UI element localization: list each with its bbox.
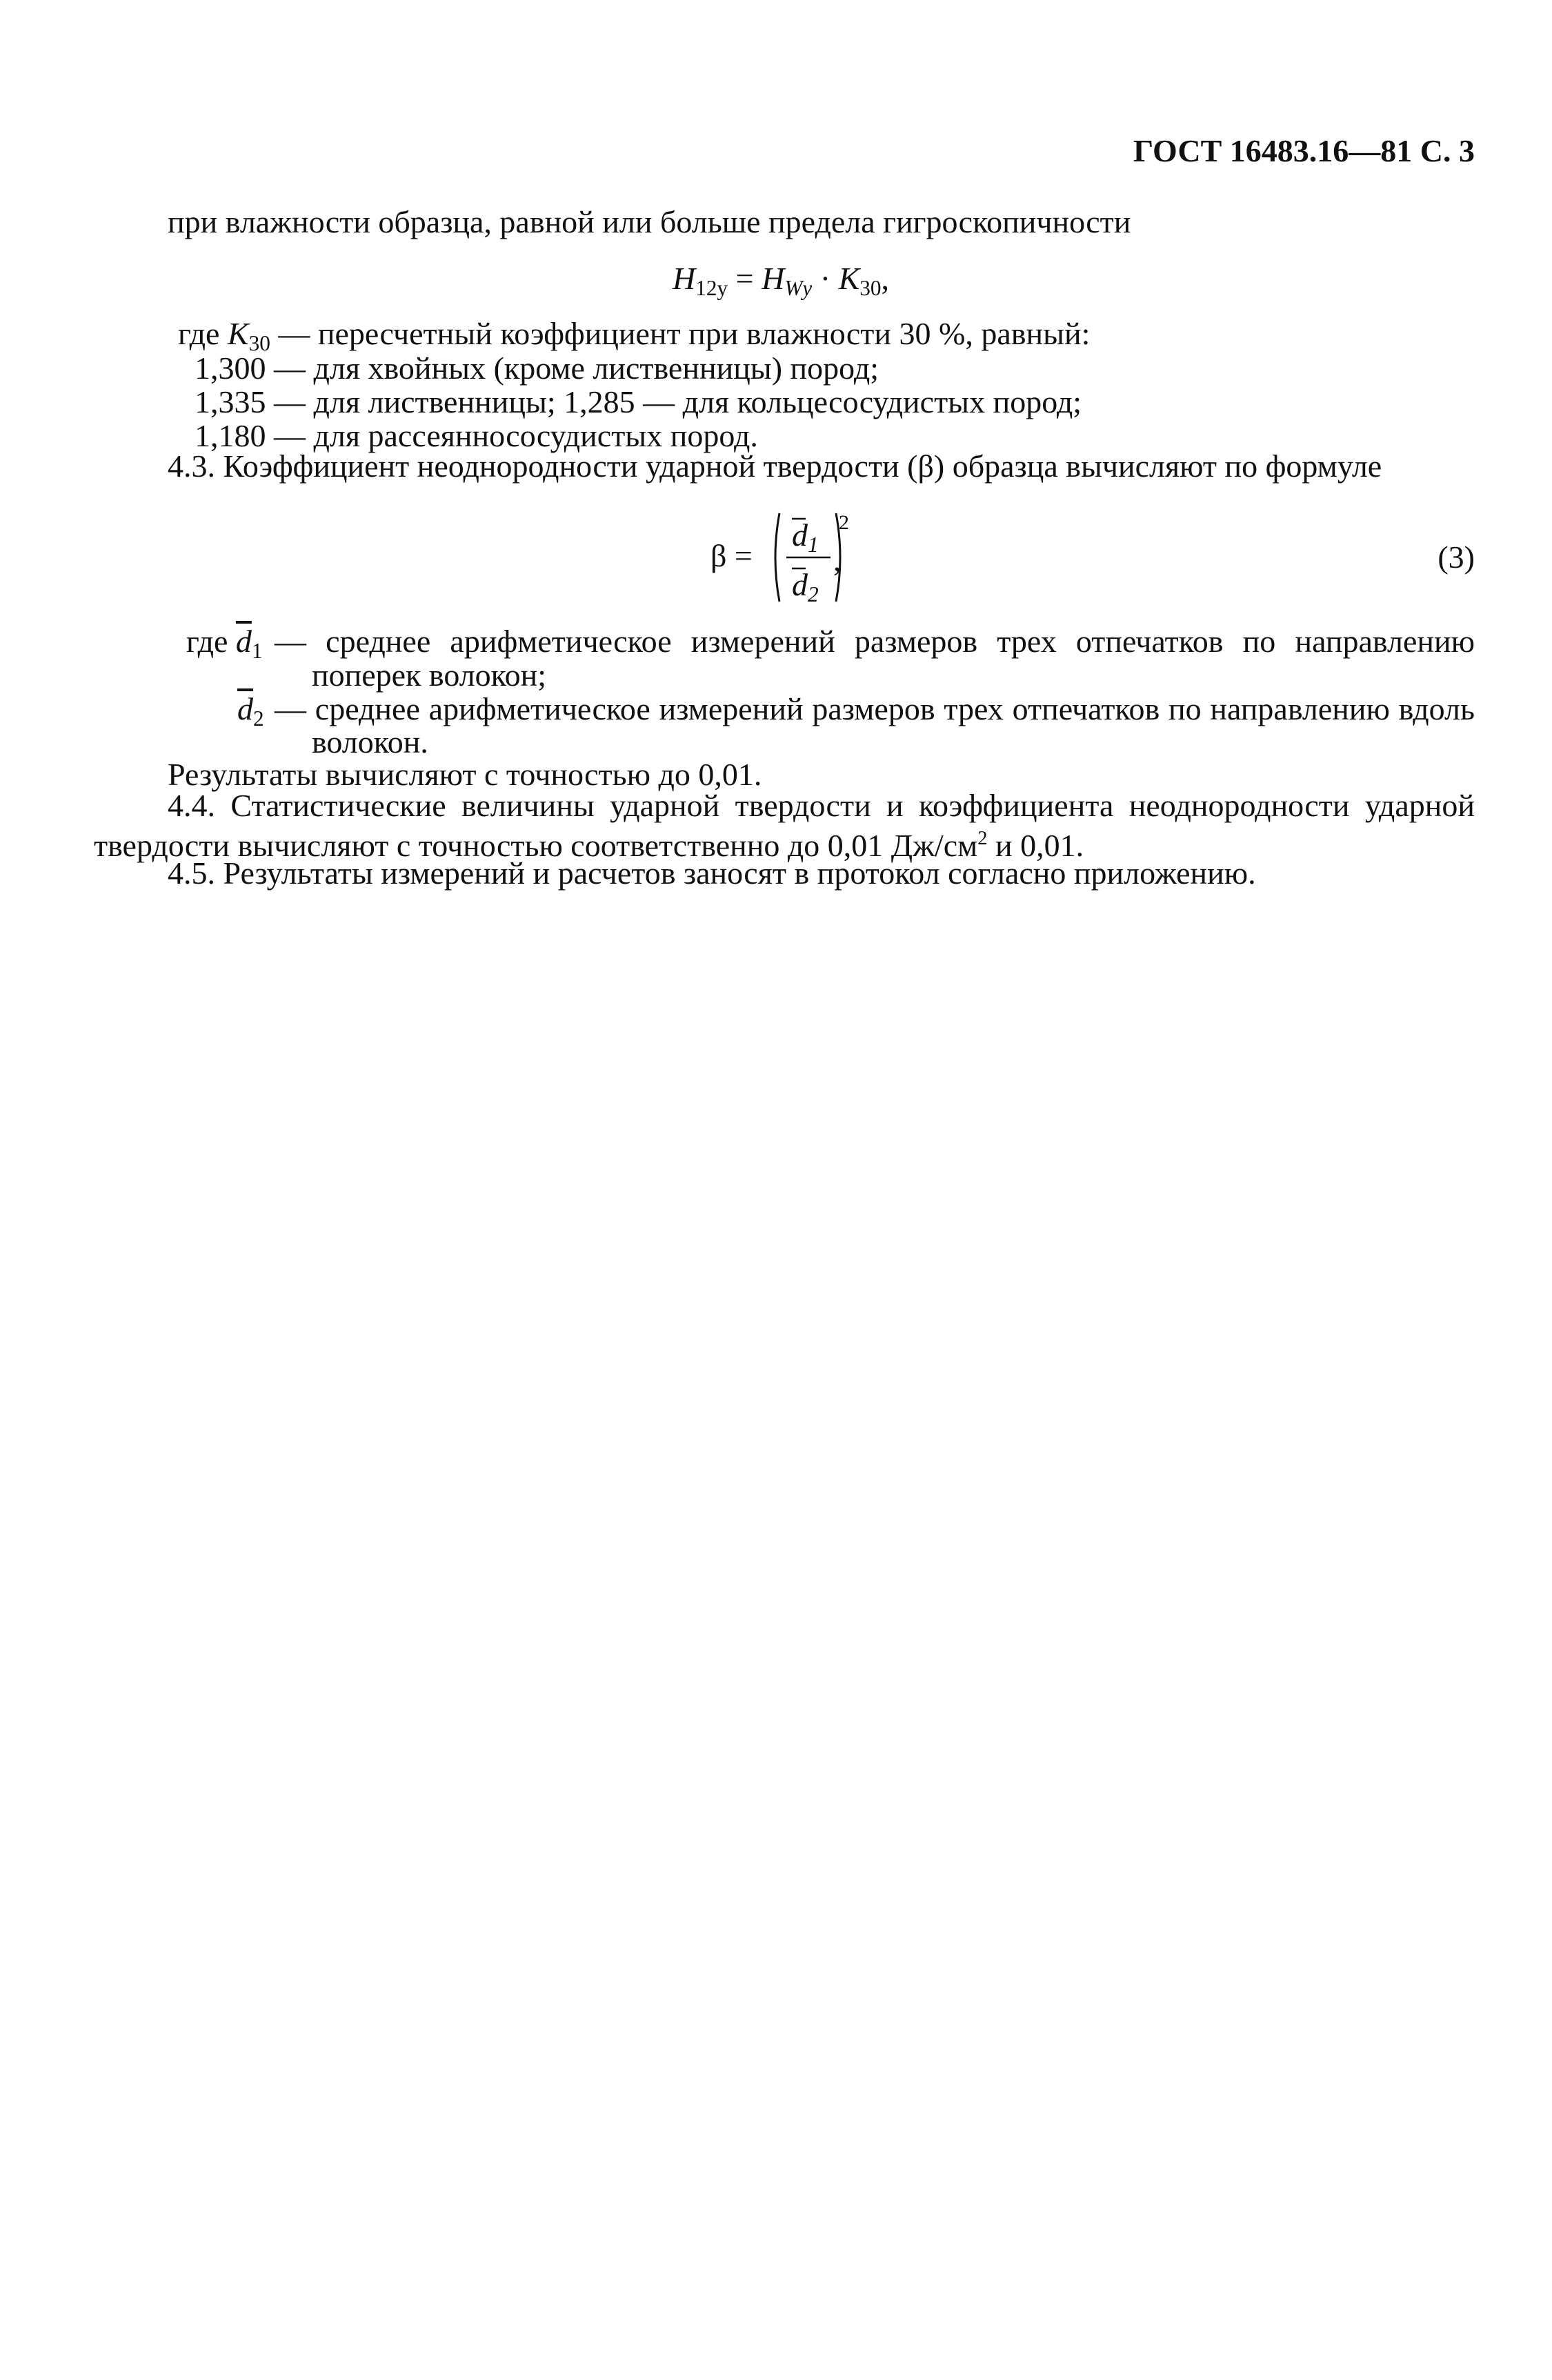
where-k30-sym-sub: 30 — [248, 330, 270, 355]
formula-beta-den: $d_2$ — [792, 567, 819, 606]
formula-h12-k: K — [838, 261, 860, 296]
formula-h12-lhs-sub: 12у — [695, 275, 728, 300]
unit-superscript: 2 — [977, 828, 988, 849]
formula-beta-pow: 2 — [839, 511, 849, 534]
formula-h12-eq: = — [728, 261, 762, 296]
formula-beta-comma: , — [833, 542, 842, 577]
where-k30-def: — пересчетный коэффициент при влажности 30 %, равный: — [270, 316, 1091, 351]
where-d1-intro: где — [186, 624, 236, 659]
where-k30-sym: K — [227, 316, 249, 351]
formula-h12-tail: , — [881, 261, 890, 296]
paragraph-humidity: при влажности образца, равной или больше предела гигроскопичности — [168, 204, 1131, 239]
section-4-4-line1: 4.4. Статистические величины ударной твердости и коэффициента неоднородности ударной — [168, 788, 1475, 823]
formula-beta-num: $d_1$ — [792, 517, 819, 557]
coef-line-1300: 1,300 — для хвойных (кроме лиственницы) пород; — [195, 350, 879, 386]
where-d2-sym-sub: 2 — [253, 706, 264, 731]
where-d2-def-line1: — среднее арифметическое измерений размеров трех отпечатков по направлению вдоль — [275, 691, 1475, 726]
page-header: ГОСТ 16483.16—81 С. 3 — [1133, 133, 1475, 168]
formula-h12-dot: · — [812, 261, 839, 296]
where-k30-intro: где — [178, 316, 228, 351]
coef-line-1335: 1,335 — для лиственницы; 1,285 — для кольцесосудистых пород; — [195, 384, 1082, 419]
formula-h12 — [673, 261, 889, 306]
formula-h12-hw: H — [762, 261, 785, 296]
where-d2 — [237, 691, 264, 737]
where-d1-sym: $\overline{d}$ — [235, 624, 252, 659]
formula-h12-hw-sub: Wу — [784, 275, 813, 300]
section-4-3: 4.3. Коэффициент неоднородности ударной твердости (β) образца вычисляют по формуле — [168, 448, 1382, 484]
where-d1-def-line1: — среднее арифметическое измерений размеров трех отпечатков по направлению — [275, 624, 1475, 659]
section-4-5: 4.5. Результаты измерений и расчетов заносят в протокол согласно приложению. — [168, 855, 1256, 891]
where-d1-def-line2: поперек волокон; — [312, 657, 547, 693]
where-d1-sym-sub: 1 — [251, 638, 263, 663]
formula-number-3: (3) — [1437, 539, 1475, 575]
where-d1 — [186, 624, 263, 669]
formula-beta — [710, 509, 848, 606]
result-precision: Результаты вычисляют с точностью до 0,01. — [168, 757, 762, 792]
formula-h12-k-sub: 30 — [859, 275, 882, 300]
coef-line-1180: 1,180 — для рассеяннососудистых пород. — [195, 418, 758, 453]
where-d2-def-line2: волокон. — [312, 724, 428, 760]
formula-h12-lhs: H — [673, 261, 696, 296]
section-4-4-line2: твердости вычисляют с точностью соответственно до 0,01 $Дж/см^2$ и 0,01. — [94, 828, 1084, 864]
formula-beta-lhs: β = — [710, 538, 753, 573]
where-d2-sym: $\overline{d}$ — [237, 691, 253, 726]
